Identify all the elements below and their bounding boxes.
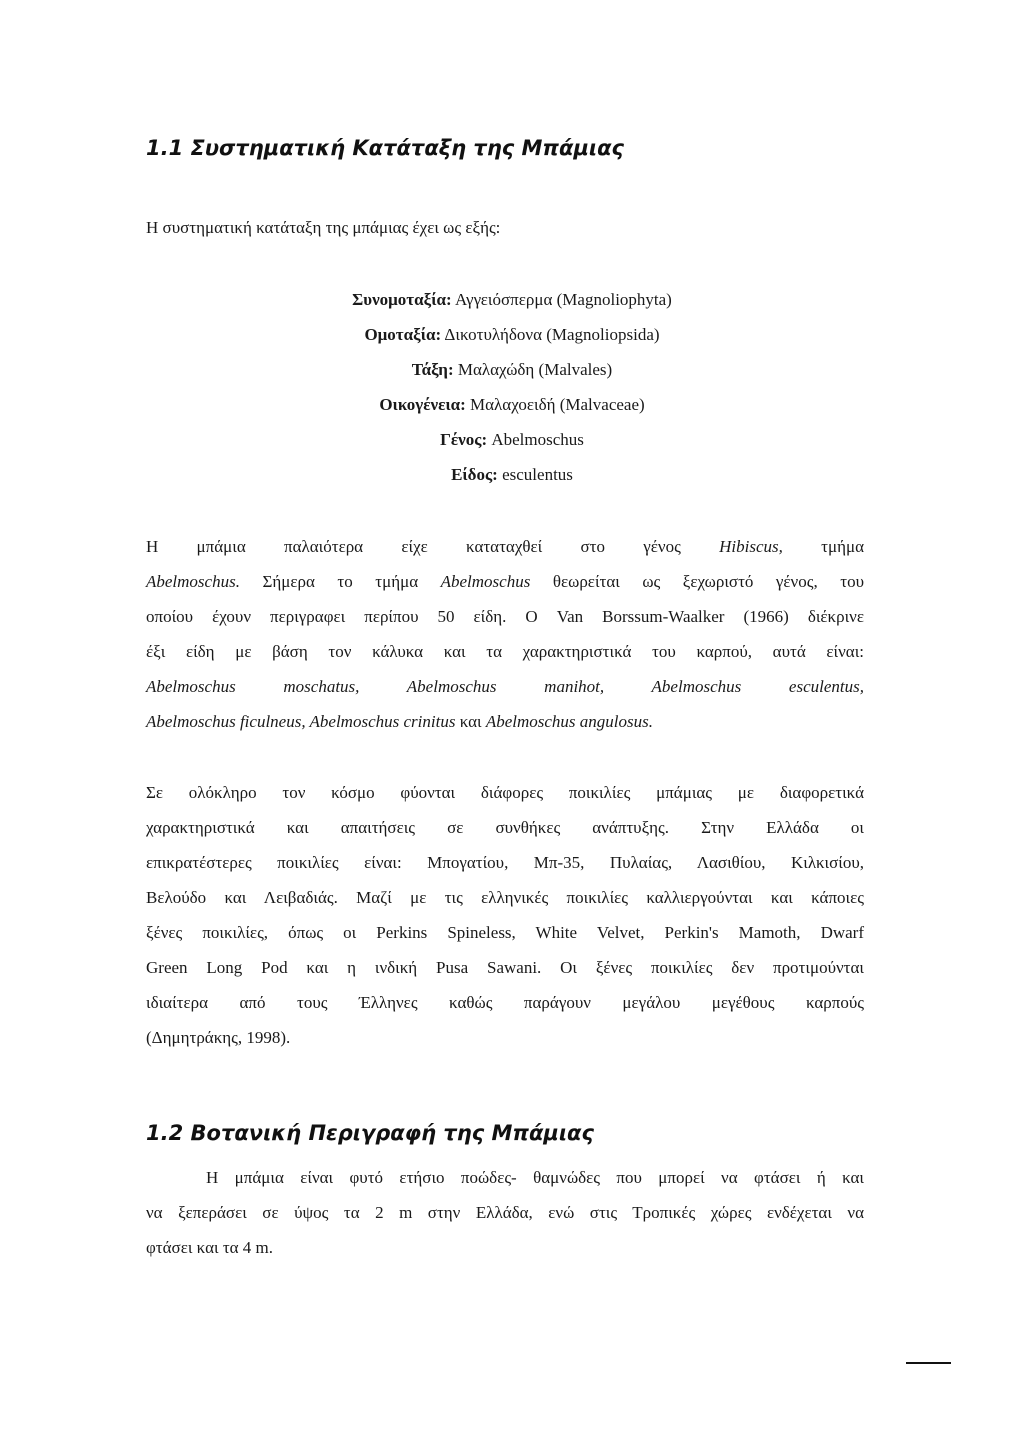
text-span: τμήμα (782, 537, 865, 556)
paragraph-line: Η μπάμια είναι φυτό ετήσιο ποώδες- θαμνώδες που μπορεί να φτάσει ή και (206, 1168, 864, 1187)
paragraph-line: οποίου έχουν περιγραφει περίπου 50 είδη. Ο Van Borssum-Waalker (1966) διέκρινε (146, 607, 864, 626)
section-heading-1-1: 1.1 Συστηματική Κατάταξη της Μπάμιας (146, 136, 624, 160)
taxonomy-label: Γένος: (440, 430, 488, 449)
taxonomy-row-phylum (0, 290, 1024, 310)
taxonomy-value: Abelmoschus (487, 430, 584, 449)
taxonomy-label: Οικογένεια: (379, 395, 466, 414)
taxonomy-value: Αγγειόσπερμα (Magnoliophyta) (451, 290, 672, 309)
taxonomy-row-species (0, 465, 1024, 485)
taxonomy-label: Ομοταξία: (364, 325, 442, 344)
text-span: Σήμερα το τμήμα (239, 572, 441, 591)
paragraph-line: Σε ολόκληρο τον κόσμο φύονται διάφορες ποικιλίες μπάμιας με διαφορετικά (146, 783, 864, 802)
taxonomy-value: Δικοτυλήδονα (Magnoliopsida) (441, 325, 660, 344)
paragraph-line-species: Abelmoschus moschatus, Abelmoschus manihot, Abelmoschus esculentus, (146, 677, 864, 696)
paragraph-line: να ξεπεράσει σε ύψος τα 2 m στην Ελλάδα, ενώ στις Τροπικές χώρες ενδέχεται να (146, 1203, 864, 1222)
taxonomy-label: Συνομοταξία: (352, 290, 452, 309)
italic-genus: Hibiscus, (719, 537, 783, 556)
paragraph-line-species (146, 712, 653, 732)
footer-rule (906, 1362, 951, 1364)
paragraph-line: έξι είδη με βάση τον κάλυκα και τα χαρακτηριστικά του καρπού, αυτά είναι: (146, 642, 864, 661)
taxonomy-intro: Η συστηματική κατάταξη της μπάμιας έχει ως εξής: (146, 218, 501, 237)
italic-genus: Abelmoschus. (146, 572, 240, 591)
paragraph-line: ιδιαίτερα από τους Έλληνες καθώς παράγουν μεγάλου μεγέθους καρπούς (146, 993, 864, 1012)
paragraph-line (146, 572, 864, 592)
italic-species: Abelmoschus angulosus. (485, 712, 654, 731)
taxonomy-row-class (0, 325, 1024, 345)
taxonomy-row-genus (0, 430, 1024, 450)
paragraph-line: Green Long Pod και η ινδική Pusa Sawani. Οι ξένες ποικιλίες δεν προτιμούνται (146, 958, 864, 977)
paragraph-line: φτάσει και τα 4 m. (146, 1238, 274, 1257)
taxonomy-row-order (0, 360, 1024, 380)
taxonomy-label: Είδος: (451, 465, 498, 484)
section-heading-1-2: 1.2 Βοτανική Περιγραφή της Μπάμιας (146, 1121, 594, 1145)
taxonomy-value: esculentus (497, 465, 573, 484)
paragraph-line: επικρατέστερες ποικιλίες είναι: Μπογατίου, Μπ-35, Πυλαίας, Λασιθίου, Κιλκισίου, (146, 853, 864, 872)
text-span: και (455, 712, 486, 731)
taxonomy-row-family (0, 395, 1024, 415)
taxonomy-value: Μαλαχοειδή (Malvaceae) (465, 395, 645, 414)
paragraph-line: χαρακτηριστικά και απαιτήσεις σε συνθήκες ανάπτυξης. Στην Ελλάδα οι (146, 818, 864, 837)
paragraph-line: (Δημητράκης, 1998). (146, 1028, 291, 1047)
italic-species: Abelmoschus ficulneus, Abelmoschus crinitus (146, 712, 456, 731)
paragraph-line: Βελούδο και Λειβαδιάς. Μαζί με τις ελληνικές ποικιλίες καλλιεργούνται και κάποιες (146, 888, 864, 907)
paragraph-line: ξένες ποικιλίες, όπως οι Perkins Spineless, White Velvet, Perkin's Mamoth, Dwarf (146, 923, 864, 942)
text-span: θεωρείται ως ξεχωριστό γένος, του (530, 572, 864, 591)
italic-genus: Abelmoschus (440, 572, 531, 591)
taxonomy-value: Μαλαχώδη (Malvales) (453, 360, 613, 379)
paragraph-line (146, 537, 864, 557)
text-span: Η μπάμια παλαιότερα είχε καταταχθεί στο γένος (146, 537, 720, 556)
taxonomy-label: Τάξη: (411, 360, 454, 379)
